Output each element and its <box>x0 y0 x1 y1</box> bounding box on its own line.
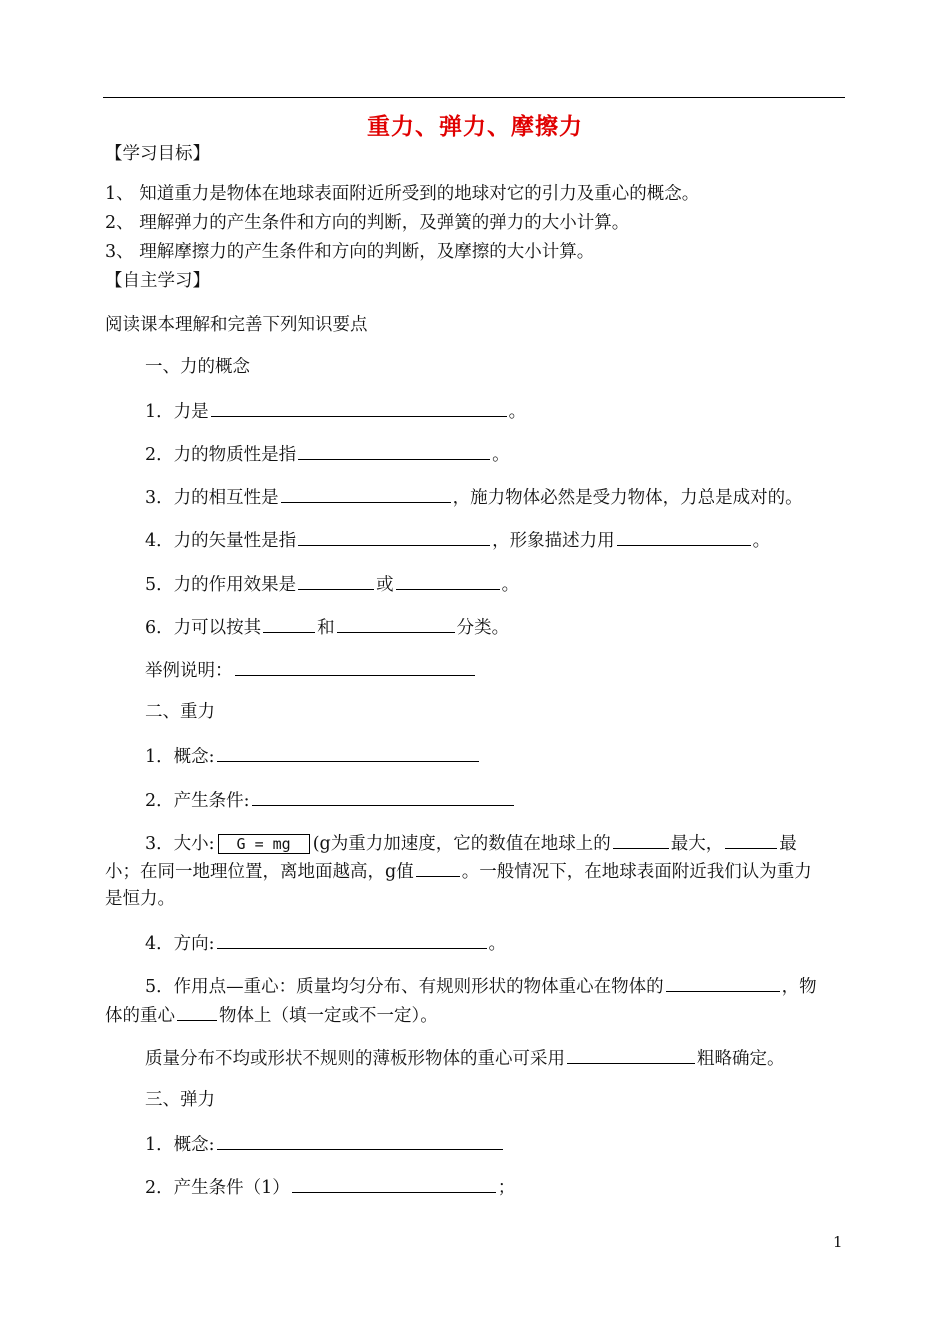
fill-blank[interactable] <box>298 441 490 460</box>
question-text: ，施力物体必然是受力物体，力总是成对的。 <box>452 488 803 508</box>
question-text: 2．力的物质性是指 <box>145 445 297 465</box>
question-text: 5．力的作用效果是 <box>145 575 297 595</box>
question-text: 1．概念: <box>145 747 215 767</box>
question-1-5 <box>145 571 519 597</box>
question-text: ，形象描述力用 <box>492 531 615 551</box>
question-text: 5．作用点—重心：质量均匀分布、有规则形状的物体重心在物体的 <box>145 977 664 997</box>
question-1-4 <box>145 527 770 553</box>
fill-blank[interactable] <box>217 743 479 762</box>
question-2-5-cont <box>105 1002 438 1028</box>
fill-blank[interactable] <box>617 527 751 546</box>
question-text: 。 <box>501 575 520 595</box>
fill-blank[interactable] <box>725 830 777 849</box>
question-2-5 <box>145 973 817 999</box>
heading-force-concept: 一、力的概念 <box>145 357 250 377</box>
fill-blank[interactable] <box>292 1174 496 1193</box>
question-1-3 <box>145 484 803 510</box>
question-1-6 <box>145 614 509 640</box>
fill-blank[interactable] <box>416 858 460 877</box>
question-2-4 <box>145 930 506 956</box>
question-text: 最大， <box>670 834 724 854</box>
question-text: 或 <box>376 575 394 595</box>
question-text: 体的重心 <box>105 1006 175 1026</box>
question-text: 物体上（填一定或不一定）。 <box>219 1006 438 1026</box>
question-text: 。 <box>488 934 507 954</box>
question-text: 。 <box>752 531 771 551</box>
question-3-2 <box>145 1174 515 1200</box>
question-1-2 <box>145 441 510 467</box>
question-text: 小；在同一地理位置，离地面越高，g值 <box>105 862 414 882</box>
page-title: 重力、弹力、摩擦力 <box>367 113 583 140</box>
question-2-3 <box>145 830 797 856</box>
question-text: 3．力的相互性是 <box>145 488 279 508</box>
fill-blank[interactable] <box>263 614 315 633</box>
fill-blank[interactable] <box>177 1002 217 1021</box>
question-text: (g为重力加速度，它的数值在地球上的 <box>312 834 611 854</box>
question-1-example <box>145 657 477 683</box>
question-text: 6．力可以按其 <box>145 618 262 638</box>
question-text: ，物 <box>781 977 817 997</box>
question-1-1 <box>145 398 526 424</box>
heading-elastic-force: 三、弹力 <box>145 1090 215 1110</box>
header-rule <box>103 97 845 98</box>
heading-gravity: 二、重力 <box>145 702 215 722</box>
fill-blank[interactable] <box>217 930 487 949</box>
page-number: 1 <box>833 1233 843 1251</box>
fill-blank[interactable] <box>396 571 500 590</box>
question-2-6 <box>145 1045 785 1071</box>
fill-blank[interactable] <box>235 657 475 676</box>
question-text: 质量分布不均或形状不规则的薄板形物体的重心可采用 <box>145 1049 565 1069</box>
fill-blank[interactable] <box>281 484 451 503</box>
fill-blank[interactable] <box>567 1045 695 1064</box>
fill-blank[interactable] <box>613 830 669 849</box>
question-text: 和 <box>317 618 335 638</box>
goal-item-2: 2、 理解弹力的产生条件和方向的判断，及弹簧的弹力的大小计算。 <box>105 213 630 233</box>
fill-blank[interactable] <box>298 571 374 590</box>
fill-blank[interactable] <box>337 614 455 633</box>
question-text: 。一般情况下，在地球表面附近我们认为重力 <box>461 862 812 882</box>
question-text: 4．力的矢量性是指 <box>145 531 297 551</box>
question-text: 。 <box>508 402 527 422</box>
question-text: 2．产生条件: <box>145 791 250 811</box>
question-text: 2．产生条件（1） <box>145 1178 290 1198</box>
section-heading-goals: 【学习目标】 <box>105 144 210 164</box>
question-2-2 <box>145 787 516 813</box>
question-text: 。 <box>492 445 510 465</box>
question-text: 1．概念: <box>145 1135 215 1155</box>
fill-blank[interactable] <box>298 527 490 546</box>
question-text: 分类。 <box>456 618 510 638</box>
question-2-3-end: 是恒力。 <box>105 889 175 909</box>
goal-item-3: 3、 理解摩擦力的产生条件和方向的判断，及摩擦的大小计算。 <box>105 242 595 262</box>
fill-blank[interactable] <box>252 787 514 806</box>
fill-blank[interactable] <box>666 973 780 992</box>
question-2-1 <box>145 743 481 769</box>
fill-blank[interactable] <box>211 398 507 417</box>
question-2-3-cont <box>105 858 812 884</box>
goal-item-1: 1、 知道重力是物体在地球表面附近所受到的地球对它的引力及重心的概念。 <box>105 184 700 204</box>
formula-box: G = mg <box>218 834 310 854</box>
question-text: 举例说明： <box>145 661 233 681</box>
section-heading-self-study: 【自主学习】 <box>105 271 210 291</box>
intro-text: 阅读课本理解和完善下列知识要点 <box>105 315 368 335</box>
question-text: 4．方向: <box>145 934 215 954</box>
question-3-1 <box>145 1131 505 1157</box>
fill-blank[interactable] <box>217 1131 503 1150</box>
question-text: 最 <box>779 834 797 854</box>
question-text: 3．大小: <box>145 834 215 854</box>
question-text: 粗略确定。 <box>697 1049 785 1069</box>
question-text: 1．力是 <box>145 402 209 422</box>
question-text: ； <box>497 1178 516 1198</box>
